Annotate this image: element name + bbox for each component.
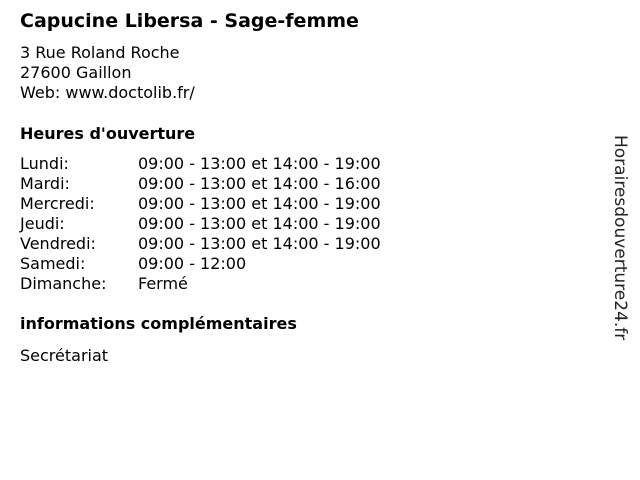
day-hours: 09:00 - 12:00 [138,254,247,273]
day-hours: 09:00 - 13:00 et 14:00 - 19:00 [138,194,381,213]
hours-row-tuesday [20,174,381,194]
address-web: Web: www.doctolib.fr/ [20,83,195,102]
address-block [20,43,195,103]
day-label: Lundi: [20,154,69,173]
day-label: Mercredi: [20,194,95,213]
day-hours: 09:00 - 13:00 et 14:00 - 19:00 [138,214,381,233]
day-label: Jeudi: [20,214,65,233]
hours-row-wednesday [20,194,381,214]
day-hours: 09:00 - 13:00 et 14:00 - 19:00 [138,234,381,253]
watermark-text: Horairesdouverture24.fr [610,135,630,341]
additional-info-heading: informations complémentaires [20,314,297,333]
address-street: 3 Rue Roland Roche [20,43,180,62]
hours-row-monday [20,154,381,174]
day-label: Mardi: [20,174,70,193]
day-label: Dimanche: [20,274,107,293]
day-label: Samedi: [20,254,86,273]
address-city: 27600 Gaillon [20,63,132,82]
additional-info-text: Secrétariat [20,346,109,365]
day-hours: Fermé [138,274,188,293]
day-hours: 09:00 - 13:00 et 14:00 - 16:00 [138,174,381,193]
watermark [608,135,638,345]
hours-row-thursday [20,214,381,234]
hours-row-friday [20,234,381,254]
day-label: Vendredi: [20,234,96,253]
page-title: Capucine Libersa - Sage-femme [20,10,359,32]
hours-row-saturday [20,254,381,274]
opening-hours-heading: Heures d'ouverture [20,124,196,143]
opening-hours-table [20,154,381,294]
hours-row-sunday [20,274,381,294]
day-hours: 09:00 - 13:00 et 14:00 - 19:00 [138,154,381,173]
